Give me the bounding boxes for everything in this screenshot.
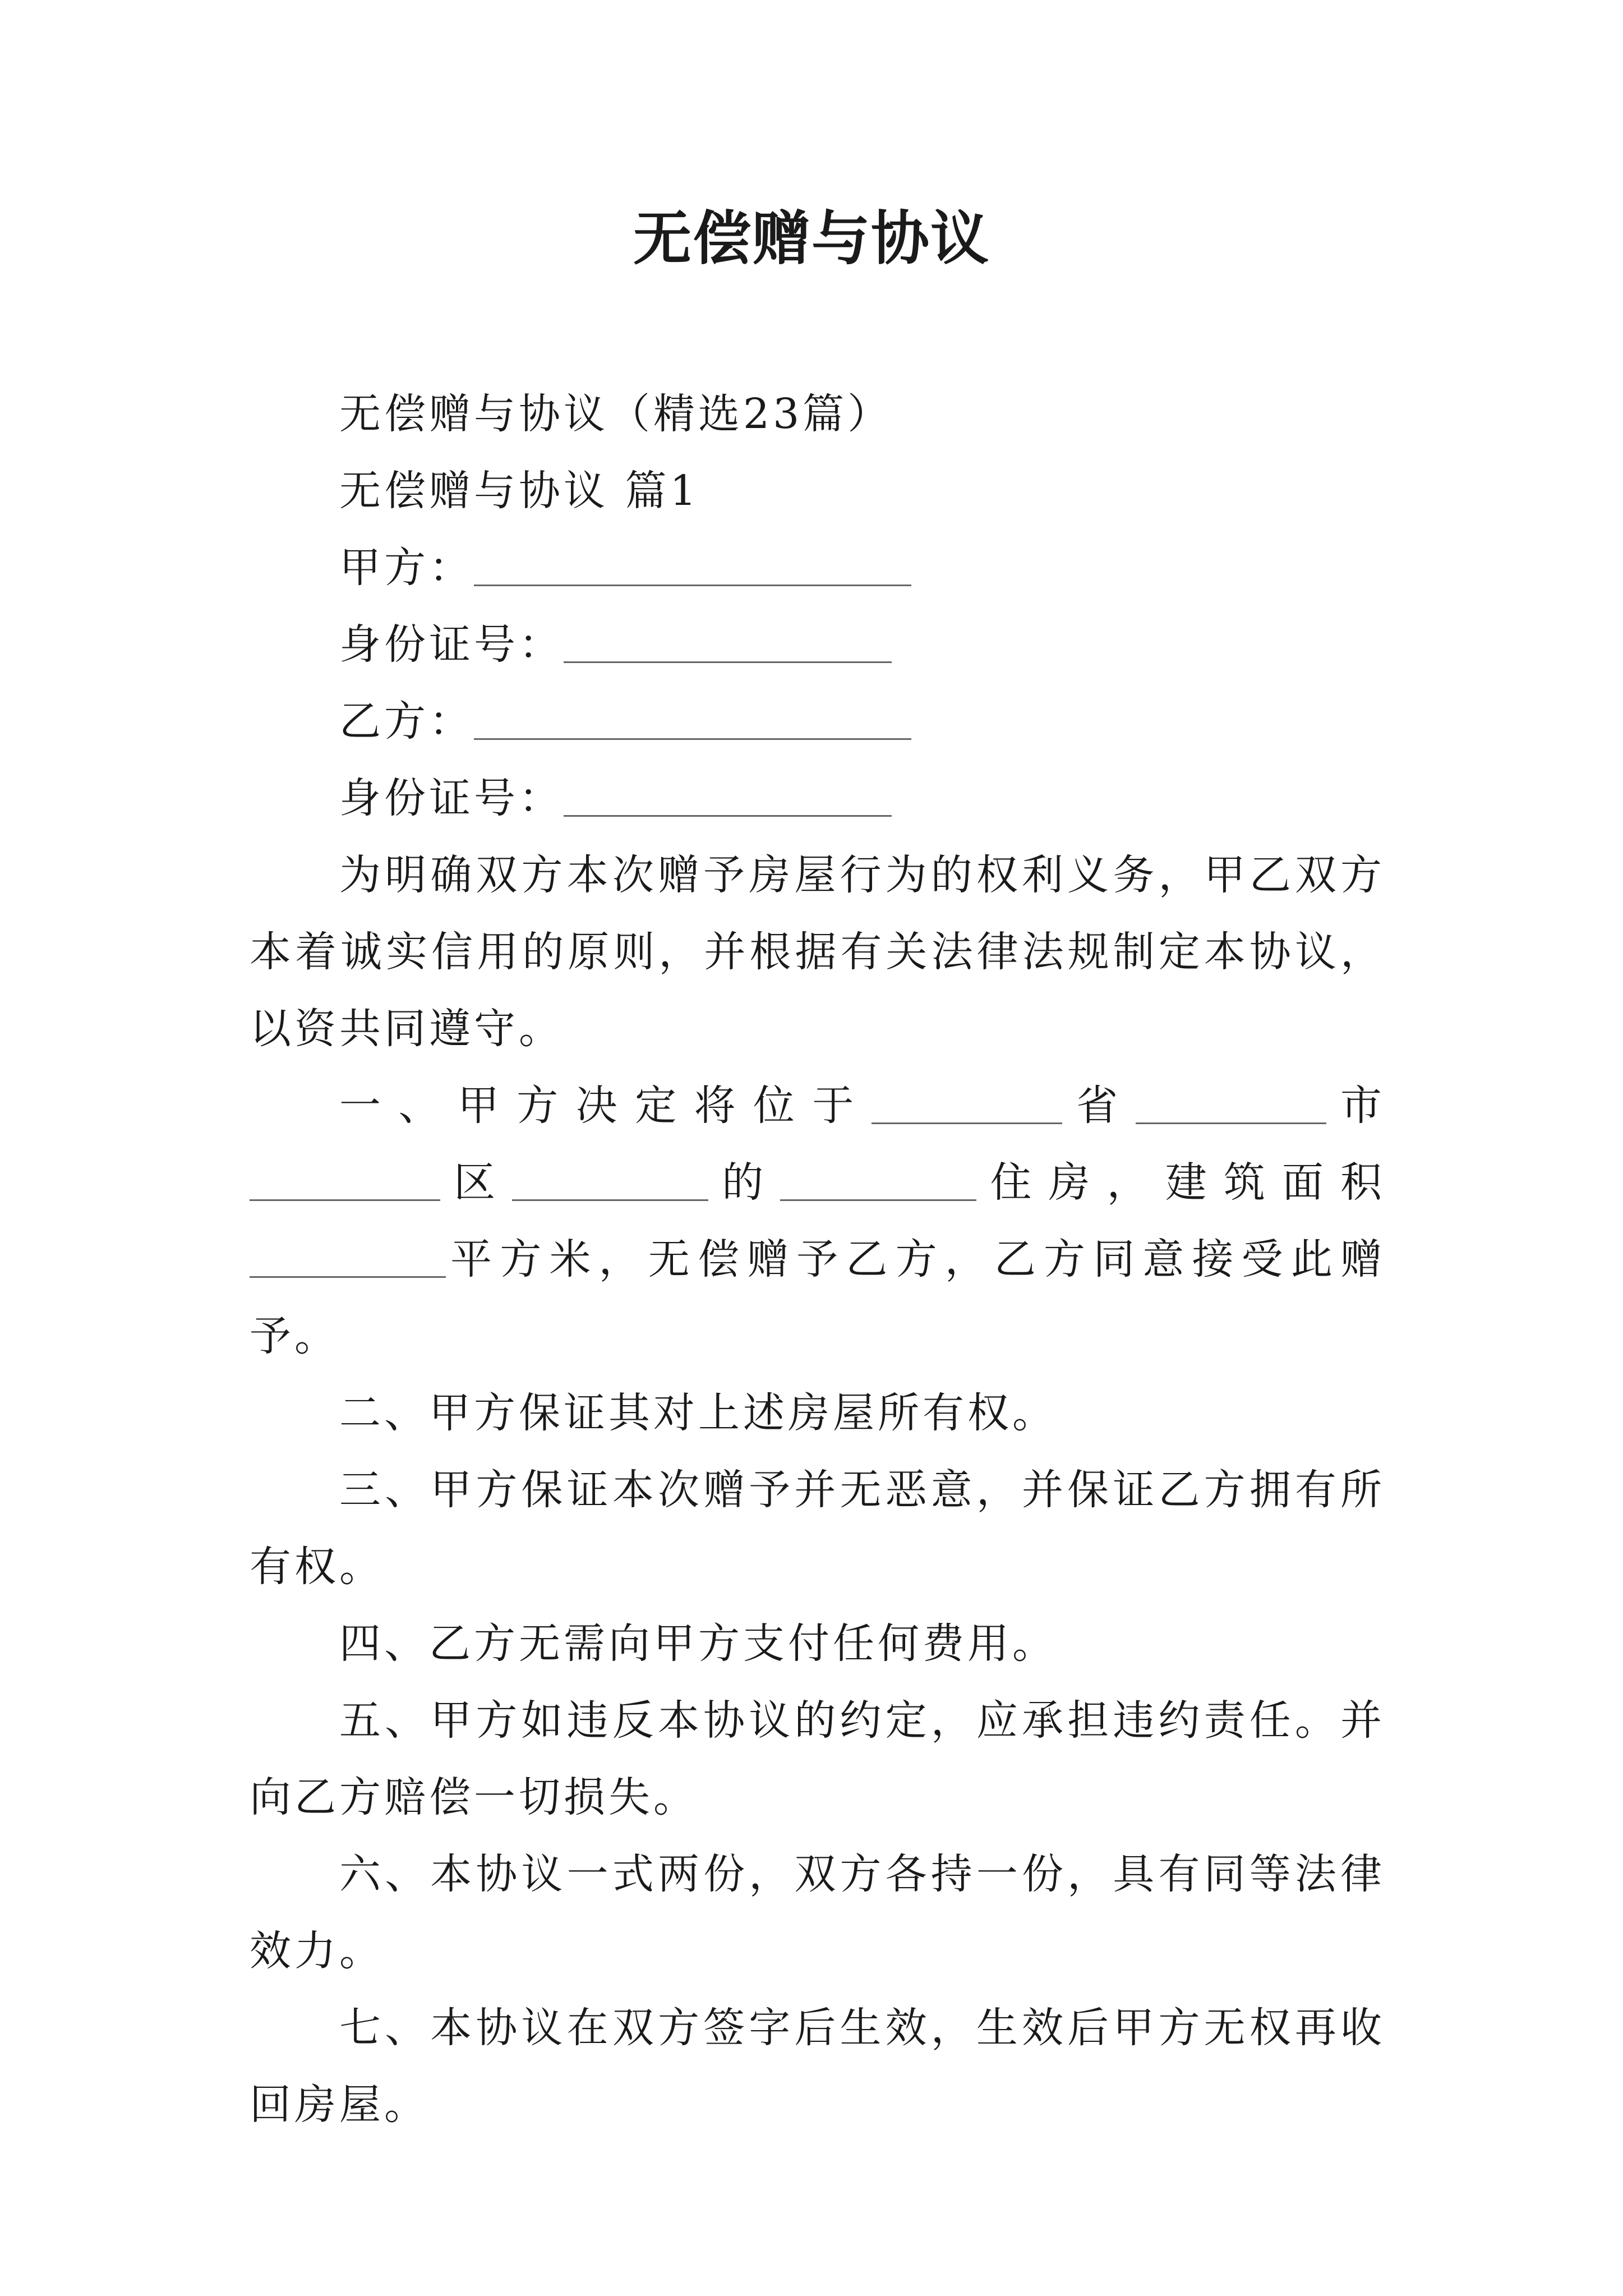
- clause-3: 三、甲方保证本次赠予并无恶意，并保证乙方拥有所有权。: [250, 1466, 1385, 1591]
- clause-1: [250, 1068, 1385, 1375]
- district-blank-a: [250, 1160, 440, 1201]
- party-b-label: 乙方：: [339, 697, 474, 746]
- section-heading: 无偿赠与协议 篇1: [339, 467, 700, 515]
- party-b-blank: [474, 699, 911, 740]
- party-b-id-label: 身份证号：: [339, 774, 564, 822]
- clause-1-text-c: 市: [1326, 1082, 1386, 1130]
- party-a-label: 甲方：: [339, 544, 474, 592]
- party-b-id-line: [250, 760, 1385, 837]
- area-blank: [250, 1237, 446, 1278]
- clause-1-text-e: 的: [708, 1158, 781, 1207]
- clause-1-text-b: 省: [1062, 1082, 1136, 1130]
- clause-5: 五、甲方如违反本协议的约定，应承担违约责任。并向乙方赔偿一切损失。: [250, 1696, 1385, 1821]
- clause-1-text-d: 区: [440, 1158, 513, 1207]
- party-a-id-blank: [564, 622, 892, 663]
- address-blank: [780, 1160, 976, 1201]
- party-b-id-blank: [564, 776, 892, 817]
- party-a-id-line: [250, 606, 1385, 683]
- party-a-id-label: 身份证号：: [339, 620, 564, 669]
- subtitle-line: 无偿赠与协议（精选23篇）: [339, 390, 893, 438]
- document-body: [250, 376, 1385, 2143]
- intro-paragraph: 为明确双方本次赠予房屋行为的权利义务，甲乙双方本着诚实信用的原则，并根据有关法律法规制定本协议，以资共同遵守。: [250, 851, 1385, 1053]
- clause-1-text-a: 一、甲方决定将位于: [339, 1082, 872, 1130]
- clause-6: 六、本协议一式两份，双方各持一份，具有同等法律效力。: [250, 1850, 1385, 1975]
- clause-4: 四、乙方无需向甲方支付任何费用。: [339, 1619, 1057, 1668]
- city-blank: [1136, 1083, 1326, 1124]
- document-title: 无偿赠与协议: [633, 204, 990, 273]
- clause-2: 二、甲方保证其对上述房屋所有权。: [339, 1389, 1057, 1437]
- party-a-blank: [474, 545, 911, 586]
- province-blank: [872, 1083, 1062, 1124]
- district-blank-b: [512, 1160, 708, 1201]
- party-b-line: [250, 683, 1385, 760]
- clause-1-text-g: 平方米，无偿赠予乙方，乙方同意接受此赠予。: [250, 1235, 1385, 1360]
- clause-1-text-f: 住房，建筑面积: [976, 1158, 1386, 1207]
- clause-7: 七、本协议在双方签字后生效，生效后甲方无权再收回房屋。: [250, 2004, 1385, 2129]
- party-a-line: [250, 530, 1385, 606]
